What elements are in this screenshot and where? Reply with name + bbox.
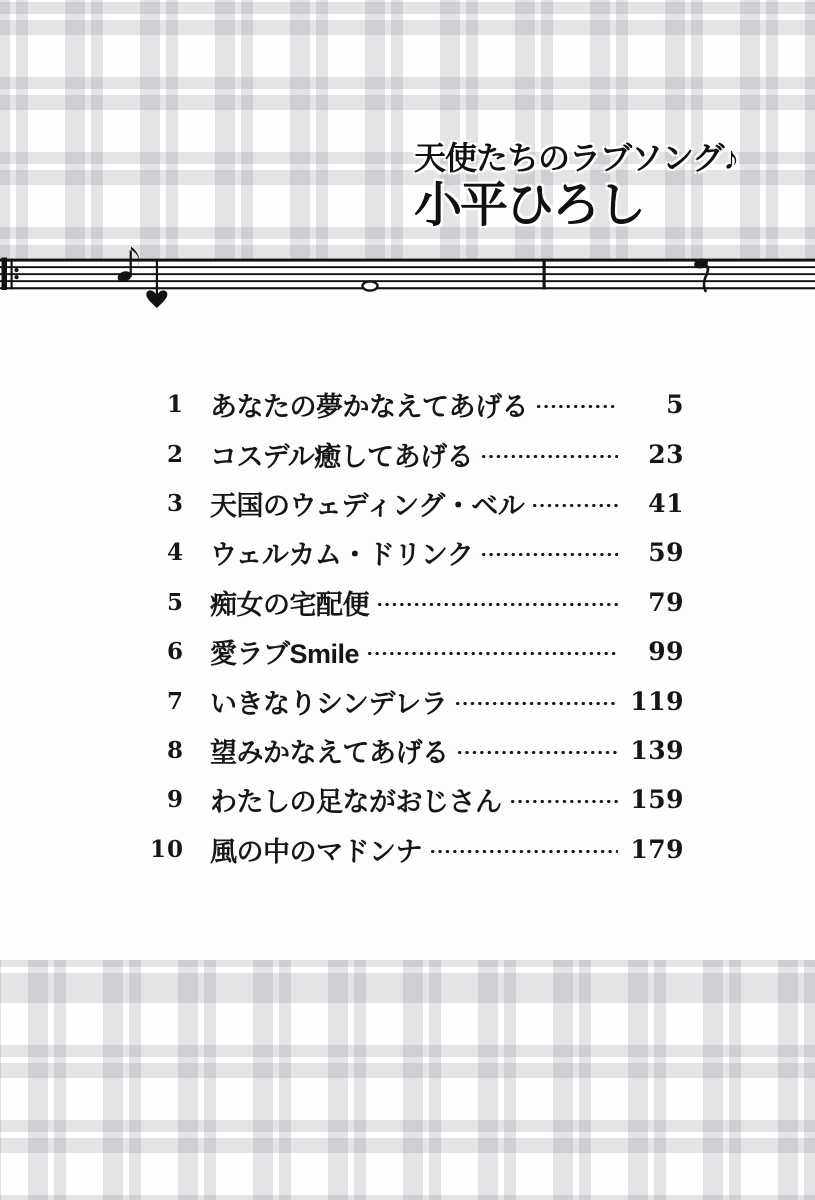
toc-entry-title: コスデル癒してあげる — [210, 441, 474, 472]
dot-leader — [478, 453, 618, 460]
toc-row — [140, 528, 684, 577]
toc-list — [140, 380, 684, 874]
toc-entry-title: 風の中のマドンナ — [210, 836, 422, 867]
toc-entry-page: 41 — [648, 488, 684, 518]
toc-entry-page: 99 — [648, 637, 684, 667]
toc-entry-number: 8 — [166, 736, 184, 764]
dot-leader — [427, 848, 618, 855]
plaid-background-bottom — [0, 960, 815, 1200]
toc-entry-page: 59 — [648, 538, 684, 568]
toc-entry-number: 6 — [166, 638, 184, 666]
toc-entry-page: 79 — [648, 587, 684, 617]
toc-entry-title: 痴女の宅配便 — [210, 589, 369, 620]
toc-entry-number: 4 — [166, 539, 184, 567]
toc-entry-number: 7 — [166, 687, 184, 715]
toc-entry-page: 119 — [630, 686, 684, 716]
toc-entry-page: 23 — [648, 439, 684, 469]
dot-leader — [374, 601, 618, 608]
toc-row — [140, 479, 684, 528]
toc-entry-title: わたしの足ながおじさん — [210, 787, 502, 818]
toc-entry-page: 5 — [666, 390, 684, 420]
toc-entry-title: ウェルカム・ドリンク — [210, 540, 474, 571]
toc-row — [140, 380, 684, 429]
toc-row — [140, 726, 684, 775]
toc-entry-title: 望みかなえてあげる — [210, 737, 449, 768]
dot-leader — [454, 749, 619, 756]
toc-row — [140, 578, 684, 627]
book-series-title: 天使たちのラブソング♪ — [414, 140, 739, 176]
book-author: 小平ひろし — [414, 179, 645, 232]
toc-entry-title: 天国のウェディング・ベル — [210, 490, 525, 521]
toc-row — [140, 825, 684, 874]
toc-entry-title: あなたの夢かなえてあげる — [210, 392, 528, 423]
half-note-icon — [363, 281, 378, 290]
dot-leader — [533, 403, 618, 410]
toc-entry-page: 179 — [630, 834, 684, 864]
toc-entry-number: 1 — [166, 391, 184, 419]
toc-entry-title: いきなりシンデレラ — [210, 688, 448, 719]
toc-entry-number: 3 — [166, 489, 184, 517]
toc-entry-title: 愛ラブSmile — [210, 639, 360, 670]
book-header — [414, 138, 738, 232]
toc-row — [140, 676, 684, 725]
toc-row — [140, 429, 684, 478]
toc-entry-number: 9 — [166, 786, 184, 814]
toc-entry-page: 159 — [630, 785, 684, 815]
dot-leader — [478, 551, 618, 558]
eighth-note-icon — [116, 247, 139, 284]
toc-entry-number: 10 — [149, 835, 184, 863]
dot-leader — [364, 650, 618, 657]
toc-row — [140, 775, 684, 824]
barline — [543, 259, 546, 290]
dot-leader — [507, 798, 619, 805]
dot-leader — [529, 502, 618, 509]
music-staff — [0, 240, 815, 315]
toc-entry-page: 139 — [630, 735, 684, 765]
toc-row — [140, 627, 684, 676]
dot-leader — [452, 700, 618, 707]
toc-entry-number: 2 — [166, 440, 184, 468]
toc-entry-number: 5 — [166, 588, 184, 616]
